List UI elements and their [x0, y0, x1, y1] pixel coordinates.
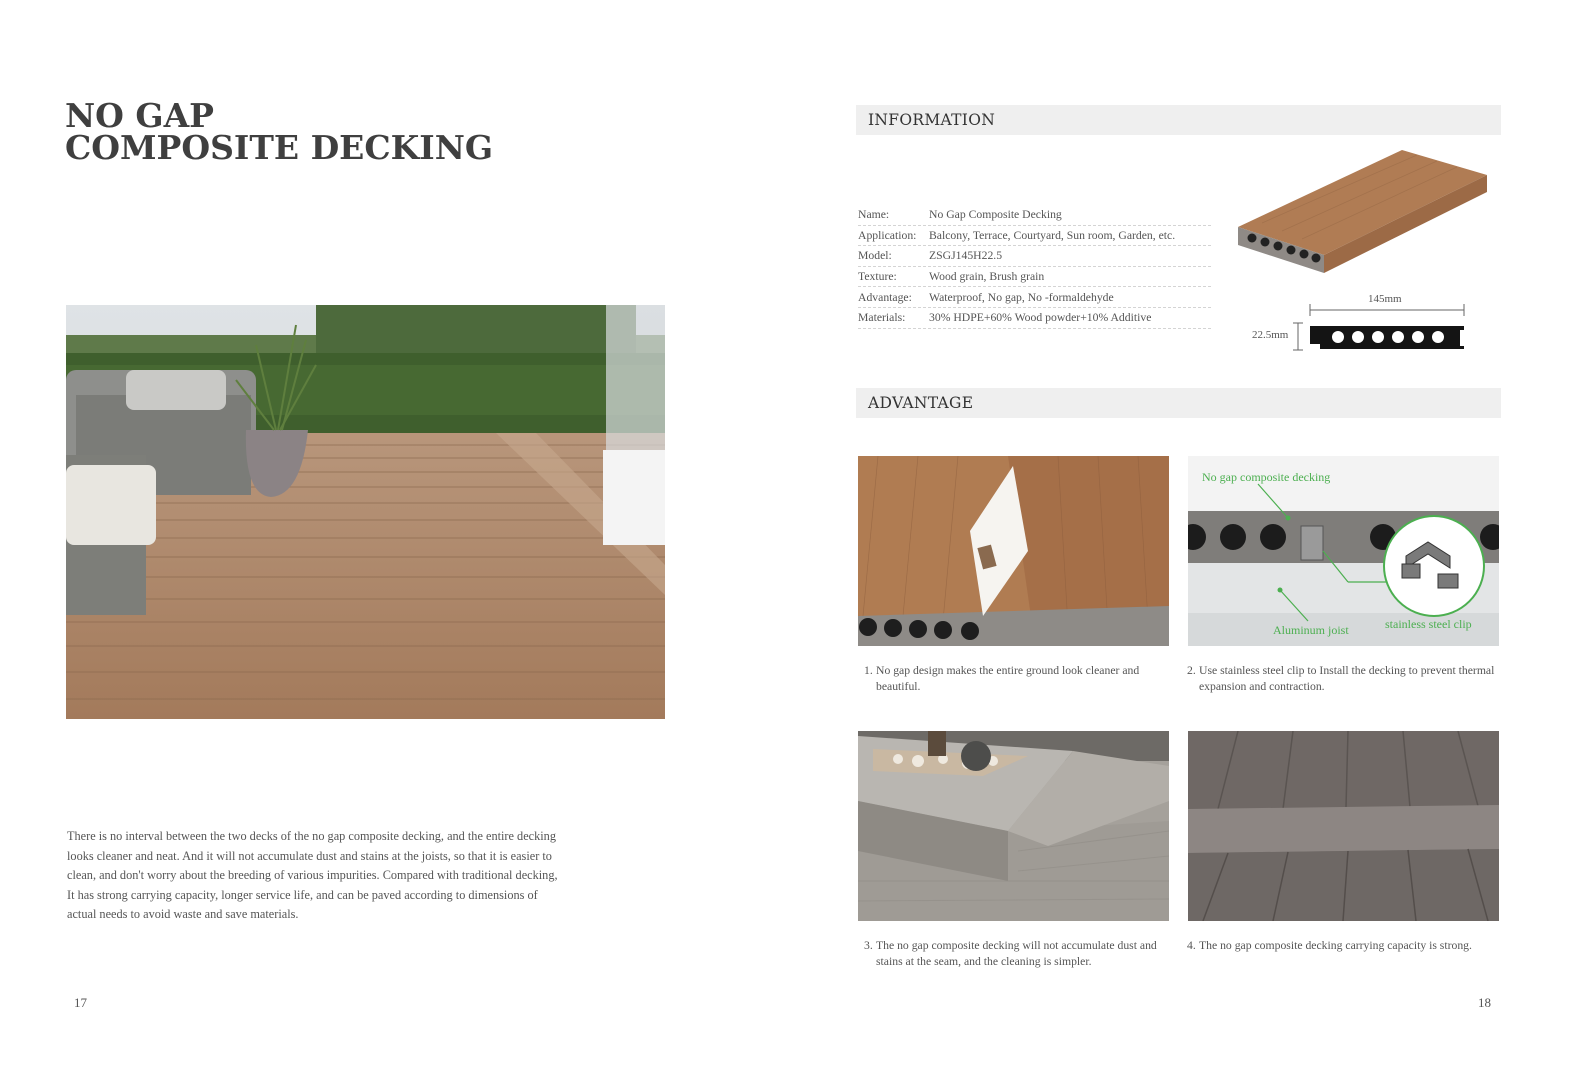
caption-text: The no gap composite decking carrying capacity is strong. — [1199, 939, 1472, 952]
title-line-2: COMPOSITE DECKING — [65, 128, 494, 167]
info-key: Texture: — [858, 270, 897, 284]
cross-section-drawing — [1250, 292, 1470, 354]
label-stainless-steel-clip: stainless steel clip — [1385, 617, 1472, 631]
hero-deck-photo — [66, 305, 665, 719]
advantage-image-4 — [1188, 731, 1499, 921]
caption-number: 2. — [1187, 664, 1196, 677]
decking-board-illustration — [1232, 145, 1492, 275]
info-row-application — [858, 226, 1211, 247]
advantage-caption-2 — [1187, 663, 1503, 695]
width-dimension-label: 145mm — [1368, 293, 1402, 305]
info-key: Application: — [858, 228, 917, 242]
info-key: Name: — [858, 208, 890, 222]
advantage-image-1 — [858, 456, 1169, 646]
information-section-bar — [856, 105, 1501, 135]
intro-line: There is no interval between the two decks of the no gap composite decking, and the entire decking — [67, 829, 556, 843]
caption-text: No gap design makes the entire ground look cleaner and beautiful. — [876, 664, 1140, 693]
info-key: Advantage: — [858, 290, 912, 304]
advantage-section-bar — [856, 388, 1501, 418]
caption-text: The no gap composite decking will not accumulate dust and stains at the seam, and the cleaning is simpler. — [876, 939, 1157, 968]
caption-text: Use stainless steel clip to Install the decking to prevent thermal expansion and contraction. — [1199, 664, 1495, 693]
advantage-image-3 — [858, 731, 1169, 921]
info-value: Wood grain, Brush grain — [929, 270, 1045, 284]
advantage-caption-3 — [864, 938, 1176, 970]
page-number-right: 18 — [1478, 995, 1491, 1010]
info-key: Materials: — [858, 311, 906, 325]
info-value: No Gap Composite Decking — [929, 208, 1062, 222]
info-row-name — [858, 205, 1211, 226]
page-number-left: 17 — [74, 995, 87, 1010]
intro-paragraph — [67, 827, 627, 925]
label-aluminum-joist: Aluminum joist — [1273, 623, 1349, 637]
advantage-caption-1 — [864, 663, 1164, 695]
height-dimension-label: 22.5mm — [1252, 329, 1289, 341]
intro-line: It has strong carrying capacity, longer service life, and can be paved according to dimensions of — [67, 887, 538, 902]
advantage-heading: ADVANTAGE — [868, 394, 974, 412]
advantage-caption-4 — [1187, 938, 1527, 954]
info-row-materials — [858, 308, 1211, 329]
info-value: Waterproof, No gap, No -formaldehyde — [929, 290, 1114, 304]
info-key: Model: — [858, 249, 892, 263]
info-row-advantage — [858, 287, 1211, 308]
caption-number: 4. — [1187, 939, 1196, 952]
info-value: Balcony, Terrace, Courtyard, Sun room, Garden, etc. — [929, 228, 1176, 242]
label-no-gap-decking: No gap composite decking — [1202, 470, 1331, 484]
caption-number: 1. — [864, 664, 873, 677]
info-row-model — [858, 246, 1211, 267]
info-value: ZSGJ145H22.5 — [929, 249, 1003, 263]
intro-line: looks cleaner and neat. And it will not accumulate dust and stains at the joists, so that it is easier to — [67, 848, 552, 863]
intro-line: clean, and don't worry about the breeding of various impurities. Compared with traditional decking, — [67, 868, 558, 882]
info-row-texture — [858, 267, 1211, 288]
info-value: 30% HDPE+60% Wood powder+10% Additive — [929, 311, 1152, 325]
information-heading: INFORMATION — [868, 111, 996, 129]
caption-number: 3. — [864, 939, 873, 952]
intro-line: actual needs to avoid waste and save materials. — [67, 907, 299, 921]
title-line-1: NO GAP — [65, 96, 214, 135]
information-table — [858, 205, 1211, 329]
